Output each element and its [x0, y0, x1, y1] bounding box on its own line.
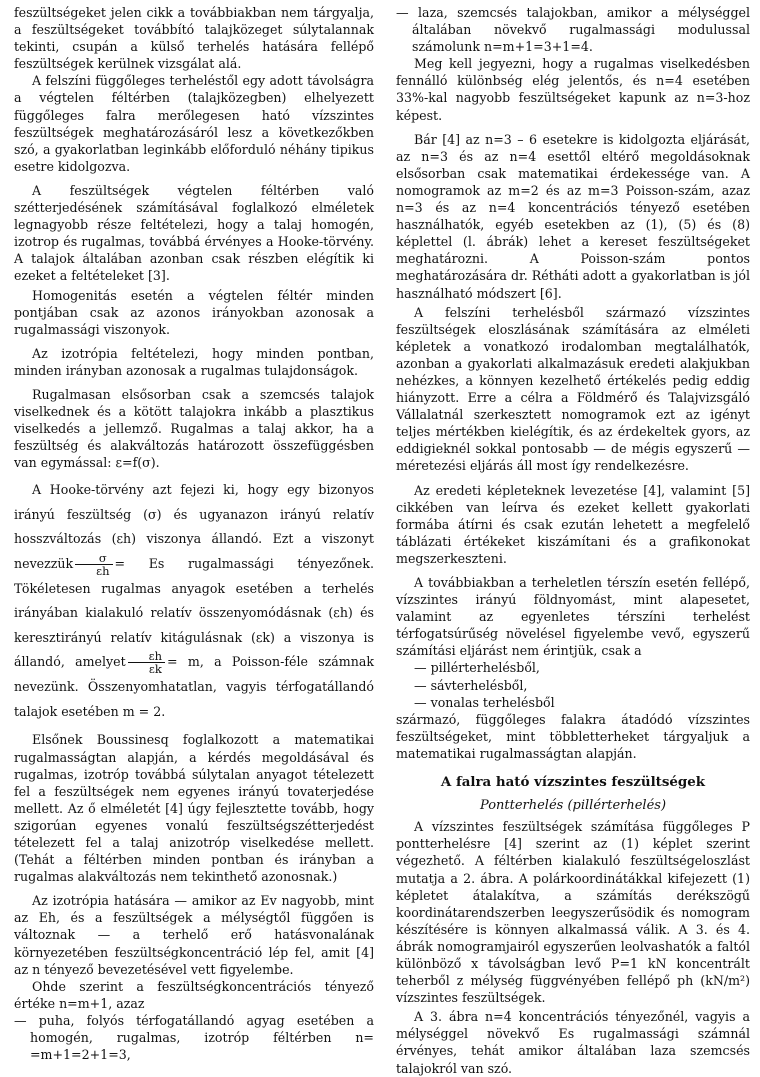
list-item: — laza, szemcsés talajokban, amikor a mélységgel általában növekvő rugalmassági modulussal számolunk n=m+1=3+1=4. [396, 5, 750, 55]
list-item: — sávterhelésből, [414, 677, 528, 693]
paragraph-text: = m, a Poisson-féle számnak nevezünk. Összenyomhatatlan, vagyis térfogatállandó talajok esetében m = 2. [14, 654, 374, 719]
paragraph: Az eredeti képleteknek levezetése [4], valamint [5] cikkében van leírva és ezeket kellett gyakorlati formába átírni és csak ezután lehetett a megfelelő táblázati értékeket kiszámítani és a grafikonokat megszerkeszteni. [396, 482, 750, 566]
paragraph: Ohde szerint a feszültségkoncentrációs tényező értéke n=m+1, azaz [14, 978, 374, 1011]
right-column [396, 4, 750, 1077]
fraction-numerator: σ [75, 552, 112, 565]
paragraph: A vízszintes feszültségek számítása függőleges P pontterhelésre [4] szerint az (1) képlet szerint végezhető. A féltérben kialakuló feszültségeloszlást mutatja a 2. ábra. A polárkoordinátákkal kifejezett (1) képletet átalakítva, a számítás derékszögű koordinátarendszerben leegyszerűsödik és nomogram készítésére is könnyen alkalmassá válik. A 3. és 4. ábrák nomogramjairól egyszerűen leolvashatók a faltól különböző x távolságban levő P=1 kN koncentrált teherből z mélység függvényében fellépő ph (kN/m²) vízszintes feszültségek. [396, 819, 750, 1006]
left-column [14, 4, 374, 1063]
paragraph: feszültségeket jelen cikk a továbbiakban nem tárgyalja, a feszültségeket továbbító talajközeget súlytalannak tekinti, csupán a külső terhelés hatására fellépő feszültségek kerülnek vizsgálat alá. [14, 5, 374, 72]
hooke-paragraph [14, 478, 374, 724]
paragraph: Homogenitás esetén a végtelen féltér minden pontjában csak az azonos irányokban azonosak a rugalmassági viszonyok. [14, 287, 374, 337]
paragraph: Elsőnek Boussinesq foglalkozott a matematikai rugalmasságtan alapján, a kérdés megoldásával és rugalmas, izotróp továbbá súlytalan anyagot tételezett fel a feszültségek nem egyenes irányú tovaterjedése mellett. Az ő elméletét [4] úgy fejlesztette tovább, hogy szigorúan egyenes vonalú feszültségszétterjedést tételezett fel a talaj anizotróp viselkedése mellett. (Tehát a féltérben minden pontban és irányban a rugalmas alakváltozás nem tekinthető azonosnak.) [14, 732, 374, 885]
paragraph: A 3. ábra n=4 koncentrációs tényezőnél, vagyis a mélységgel növekvő Es rugalmassági számnál érvényes, tehát amikor általában laza szemcsés talajokról van szó. [396, 1009, 750, 1076]
paragraph: A felszíni terhelésből származó vízszintes feszültségek eloszlásának számítására az elméleti képletek a vonatkozó irodalomban megtalálhatók, azonban a gyakorlati alkalmazásuk eredeti alakjukban nehézkes, a könnyen kezelhető értékelés pedig eddig hiányzott. Erre a célra a Földmérő és Talajvizsgáló Vállalatnál szerkesztett nomogramok ezt az igényt teljes mértékben kielégítik, és az érdekeltek gyors, az eddigieknél sokkal pontosabb — de mégis egyszerű — méretezési eljárás áll most így rendelkezésre. [396, 304, 750, 474]
paragraph: Meg kell jegyezni, hogy a rugalmas viselkedésben fennálló különbség elég jelentős, és n=4 esetében 33%-kal nagyobb feszültségeket kapunk az n=3-hoz képest. [396, 56, 750, 123]
list-item: — pillérterhelésből, [414, 660, 540, 676]
paragraph: A továbbiakban a terheletlen térszín esetén fellépő, vízszintes irányú földnyomást, mint alapesetet, valamint az egyenletes térszíni terhelést térfogatsúrűség növelésel figyelembe vevő, egyszerű számítási eljárást nem érintjük, csak a [396, 575, 750, 659]
paragraph: A feszültségek végtelen féltérben való szétterjedésének számításával foglalkozó elméletek legnagyobb része feltételezi, hogy a talaj homogén, izotrop és rugalmas, továbbá érvényes a Hooke-törvény. A talajok általában azonban csak részben elégítik ki ezeket a feltételeket [3]. [14, 182, 374, 284]
paragraph: Az izotrópia hatására — amikor az Ev nagyobb, mint az Eh, és a feszültségek a mélységtől függően is változnak — a terhelő erő hatásvonalának környezetében feszültségkoncentráció lép fel, amit [4] az n tényező bevezetésével vett figyelembe. [14, 893, 374, 977]
paragraph-text: A Hooke-törvény azt fejezi ki, hogy egy bizonyos irányú feszültség (σ) és ugyanazon irányú relatív hosszváltozás (εh) viszonya állandó. Ezt a viszonyt nevezzük [14, 482, 374, 571]
paragraph: A felszíni függőleges terheléstől egy adott távolságra a végtelen féltérben (talajközegben) elhelyezett függőleges falra merőlegesen ható vízszintes feszültségek meghatározásáról lesz a következőkben szó, a gyakorlatban leginkább előforduló néhány tipikus esetre kidolgozva. [14, 73, 374, 174]
list-item: — puha, folyós térfogatállandó agyag esetében a homogén, rugalmas, izotróp féltérben n= =m+1=2+1=3, [14, 1012, 374, 1063]
subsection-heading: Pontterhelés (pillérterhelés) [479, 798, 667, 814]
fraction-numerator: εh [128, 650, 165, 663]
paragraph: Rugalmasan elsősorban csak a szemcsés talajok viselkednek és a kötött talajokra inkább a plasztikus viselkedés a jellemző. Rugalmas a talaj akkor, ha a feszültség és alakváltozás határozott összefüggésben van egymással: ε=f(σ). [14, 386, 374, 471]
fraction-denominator: εh [96, 563, 110, 578]
paragraph-text: = Es rugalmassági tényezőnek. Tökéletesen rugalmas anyagok esetében a terhelés irányában kialakuló relatív összenyomódásnak (εh) és keresztirányú relatív kitágulásnak (εk) a viszonya is állandó, amelyet [14, 555, 374, 670]
paragraph: származó, függőleges falakra átadódó vízszintes feszültségeket, mint többletterheket tárgyaljuk a matematikai rugalmasságtan alapján. [396, 711, 750, 761]
list-item: — vonalas terhelésből [414, 694, 555, 710]
stress-strain-fraction [75, 552, 112, 577]
poisson-fraction [128, 650, 165, 675]
paragraph: Az izotrópia feltételezi, hogy minden pontban, minden irányban azonosak a rugalmas tulajdonságok. [14, 345, 374, 378]
paragraph: Bár [4] az n=3 – 6 esetekre is kidolgozta eljárását, az n=3 és az n=4 esettől eltérő megoldásoknak elsősorban csak matematikai érdekessége van. A nomogramok az m=2 és az m=3 Poisson-szám, azaz n=3 és az n=4 koncentrációs tényező esetében használhatók, egyéb esetekben az (1), (5) és (8) képlettel (l. ábrák) lehet a kereset feszültségeket meghatározni. A Poisson-szám pontos meghatározására dr. Rétháti adott a gyakorlatban is jól használható módszert [6]. [396, 131, 750, 301]
fraction-denominator: εk [148, 662, 162, 677]
section-heading: A falra ható vízszintes feszültségek [440, 774, 706, 791]
